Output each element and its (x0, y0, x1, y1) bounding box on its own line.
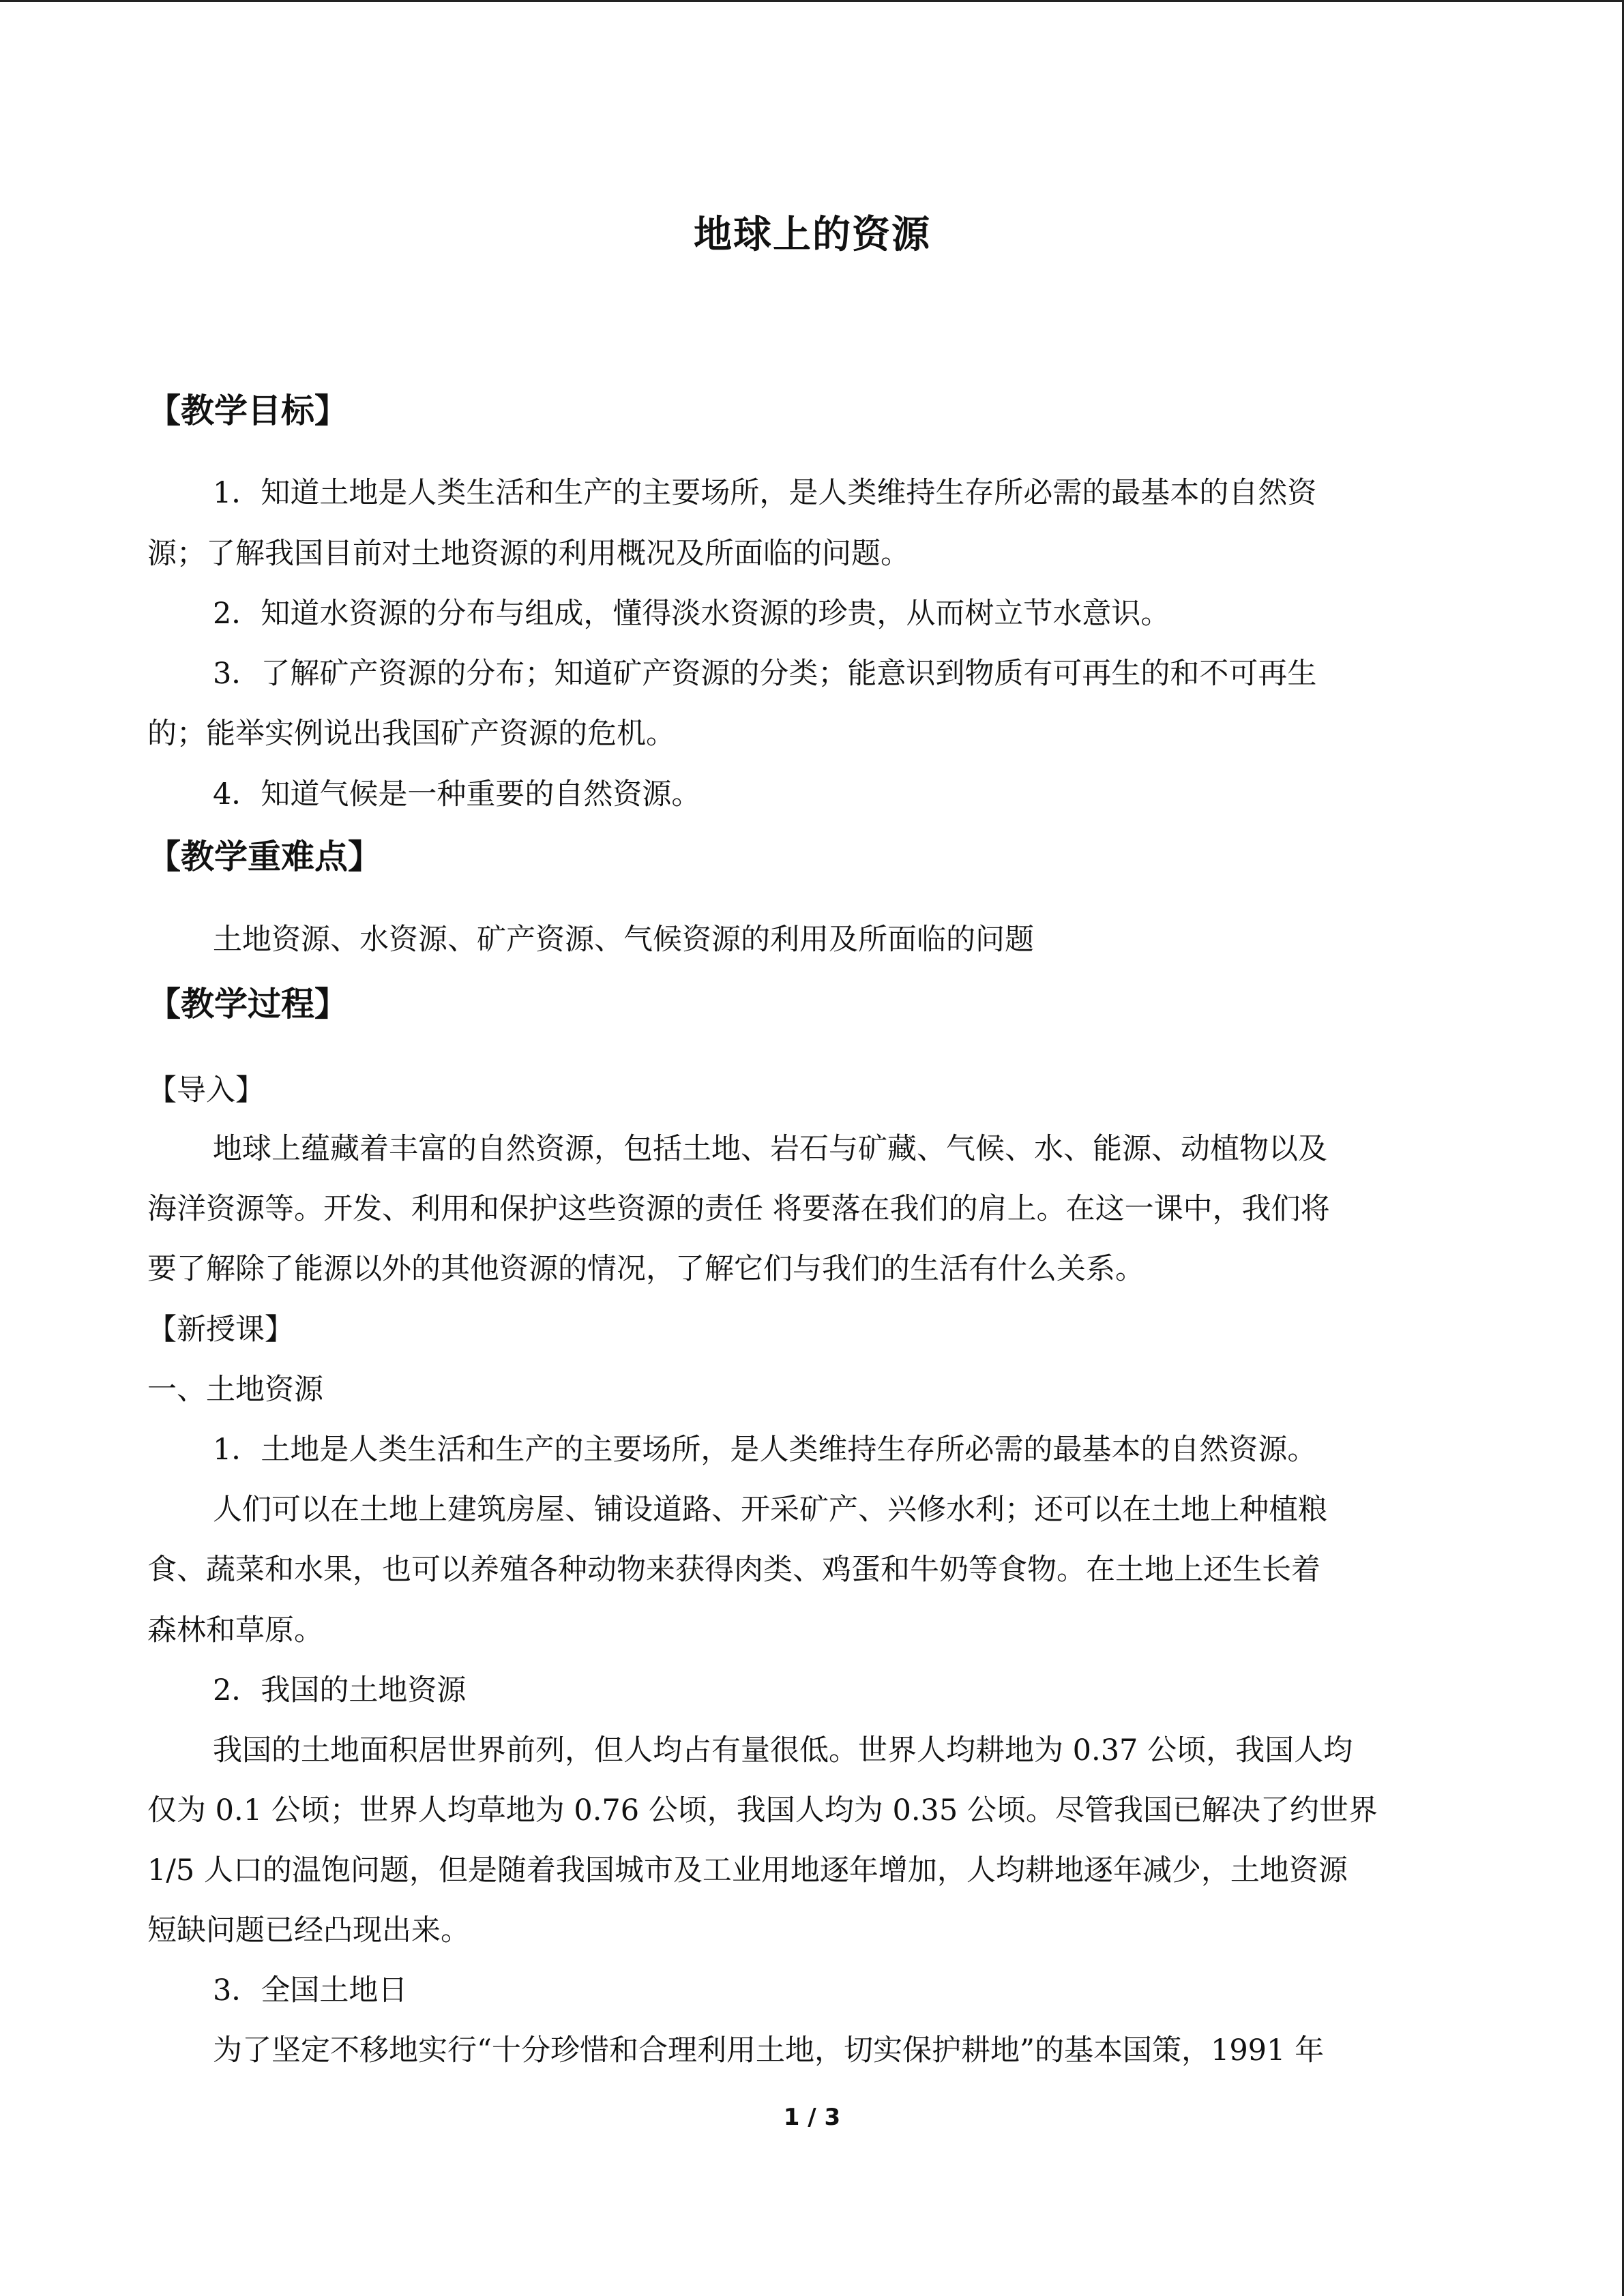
land-para-line: 1/5 人口的温饱问题，但是随着我国城市及工业用地逐年增加，人均耕地逐年减少，土地资源 (147, 1853, 1348, 1888)
land-para-line: 人们可以在土地上建筑房屋、铺设道路、开采矿产、兴修水利；还可以在土地上种植粮 (213, 1493, 1327, 1527)
land-para-line: 仅为 0.1 公顷；世界人均草地为 0.76 公顷，我国人均为 0.35 公顷。尽管我国已解决了约世界 (147, 1793, 1378, 1828)
land-para-line: 短缺问题已经凸现出来。 (147, 1913, 470, 1948)
process-heading: 【教学过程】 (147, 985, 349, 1024)
land-para-line: 为了坚定不移地实行“十分珍惜和合理利用土地，切实保护耕地”的基本国策，1991 年 (213, 2033, 1325, 2068)
land-point: 1．土地是人类生活和生产的主要场所，是人类维持生存所必需的最基本的自然资源。 (213, 1433, 1317, 1467)
objective-line: 2．知道水资源的分布与组成，懂得淡水资源的珍贵，从而树立节水意识。 (213, 597, 1170, 631)
key-points-text: 土地资源、水资源、矿产资源、气候资源的利用及所面临的问题 (213, 923, 1034, 957)
intro-line: 海洋资源等。开发、利用和保护这些资源的责任 将要落在我们的肩上。在这一课中，我们将 (147, 1192, 1330, 1226)
objective-line: 源；了解我国目前对土地资源的利用概况及所面临的问题。 (147, 537, 910, 571)
land-point: 3．全国土地日 (213, 1973, 408, 2008)
intro-line: 地球上蕴藏着丰富的自然资源，包括土地、岩石与矿藏、气候、水、能源、动植物以及 (213, 1132, 1327, 1166)
new-lesson-label: 【新授课】 (147, 1313, 294, 1347)
land-para-line: 我国的土地面积居世界前列，但人均占有量很低。世界人均耕地为 0.37 公顷，我国人均 (213, 1733, 1353, 1768)
land-heading: 一、土地资源 (147, 1373, 323, 1407)
intro-label: 【导入】 (147, 1073, 265, 1107)
objective-line: 3．了解矿产资源的分布；知道矿产资源的分类；能意识到物质有可再生的和不可再生 (213, 657, 1317, 691)
objective-line: 4．知道气候是一种重要的自然资源。 (213, 777, 701, 811)
page-number: 1 / 3 (783, 2104, 841, 2131)
objective-line: 1．知道土地是人类生活和生产的主要场所，是人类维持生存所必需的最基本的自然资 (213, 476, 1317, 510)
land-para-line: 食、蔬菜和水果，也可以养殖各种动物来获得肉类、鸡蛋和牛奶等食物。在土地上还生长着 (147, 1553, 1320, 1587)
land-para-line: 森林和草原。 (147, 1613, 323, 1648)
key-points-heading: 【教学重难点】 (147, 837, 382, 876)
land-point: 2．我国的土地资源 (213, 1673, 467, 1708)
objective-line: 的；能举实例说出我国矿产资源的危机。 (147, 717, 675, 751)
intro-line: 要了解除了能源以外的其他资源的情况，了解它们与我们的生活有什么关系。 (147, 1252, 1145, 1286)
objectives-heading: 【教学目标】 (147, 391, 349, 430)
page-title: 地球上的资源 (694, 213, 931, 257)
